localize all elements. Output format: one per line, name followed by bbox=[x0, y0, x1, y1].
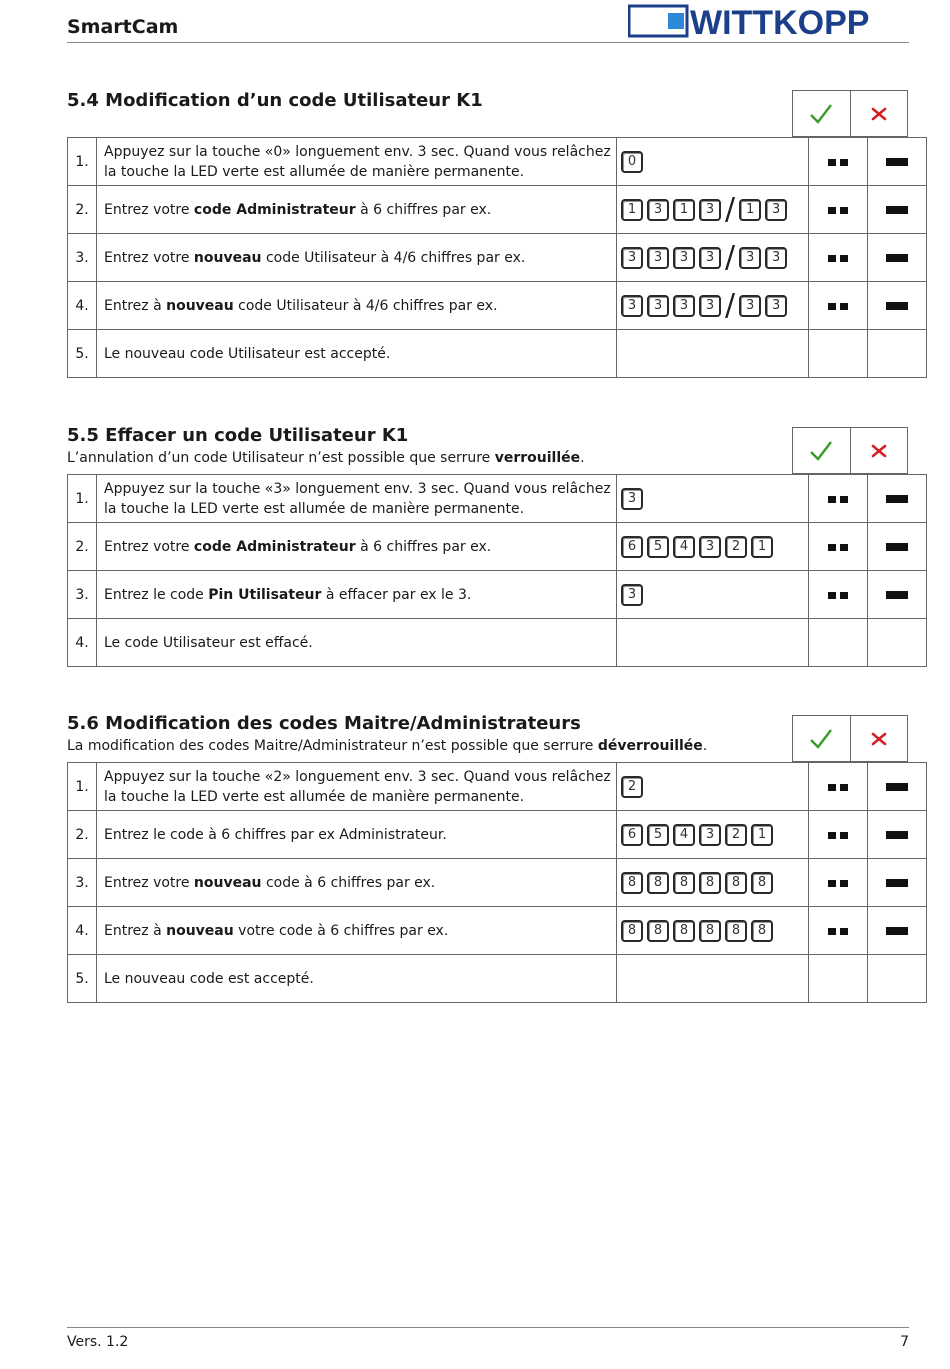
key-sequence bbox=[617, 138, 809, 186]
text-fragment: Entrez votre bbox=[104, 201, 194, 218]
key-sequence bbox=[617, 282, 809, 330]
keypad-key: 8 bbox=[673, 872, 695, 894]
led-error-signal bbox=[868, 619, 927, 667]
step-row bbox=[68, 138, 927, 186]
key-sequence bbox=[617, 523, 809, 571]
led-dot bbox=[828, 880, 836, 887]
status-header bbox=[792, 427, 908, 474]
led-ok-signal bbox=[809, 186, 868, 234]
step-text bbox=[97, 138, 617, 186]
step-number: 3. bbox=[68, 571, 97, 619]
led-error-signal bbox=[868, 186, 927, 234]
keypad-key: 3 bbox=[699, 536, 721, 558]
bold-text: code Administrateur bbox=[193, 538, 356, 555]
section-subtitle bbox=[67, 450, 585, 466]
led-dot bbox=[840, 159, 848, 166]
slash-separator: / bbox=[725, 239, 736, 275]
keypad-key: 6 bbox=[621, 536, 643, 558]
checkmark-icon bbox=[808, 102, 834, 126]
text-fragment: Appuyez sur la touche «0» longuement env. 3 sec. Quand vous relâchez la touche la LED verte est allumée de manière permanente. bbox=[104, 143, 611, 180]
led-ok-signal bbox=[809, 619, 868, 667]
step-number: 1. bbox=[68, 763, 97, 811]
key-sequence bbox=[617, 907, 809, 955]
keypad-key: 5 bbox=[647, 536, 669, 558]
keypad-key: 3 bbox=[699, 824, 721, 846]
text-fragment: Entrez le code à 6 chiffres par ex Administrateur. bbox=[104, 826, 447, 843]
keypad-key: 6 bbox=[621, 824, 643, 846]
led-solid-icon bbox=[886, 831, 908, 839]
led-dot bbox=[828, 832, 836, 839]
footer-rule bbox=[67, 1327, 909, 1328]
keypad-key: 1 bbox=[673, 199, 695, 221]
keypad-key: 3 bbox=[765, 295, 787, 317]
key-sequence bbox=[617, 330, 809, 378]
keypad-row bbox=[621, 920, 808, 942]
led-blink-icon bbox=[828, 880, 848, 887]
led-error-signal bbox=[868, 571, 927, 619]
step-text bbox=[97, 859, 617, 907]
led-error-signal bbox=[868, 955, 927, 1003]
keypad-key: 3 bbox=[621, 584, 643, 606]
step-number: 4. bbox=[68, 282, 97, 330]
led-solid-icon bbox=[886, 206, 908, 214]
keypad-row bbox=[621, 191, 808, 227]
keypad-key: 3 bbox=[739, 247, 761, 269]
keypad-key: 8 bbox=[751, 920, 773, 942]
text-fragment: Entrez le code bbox=[104, 586, 209, 603]
keypad-key: 3 bbox=[699, 199, 721, 221]
keypad-key: 8 bbox=[647, 872, 669, 894]
cross-icon bbox=[869, 104, 889, 124]
led-blink-icon bbox=[828, 592, 848, 599]
led-dot bbox=[828, 255, 836, 262]
led-dot bbox=[840, 784, 848, 791]
led-dot bbox=[828, 592, 836, 599]
led-solid-icon bbox=[886, 927, 908, 935]
led-solid-icon bbox=[886, 158, 908, 166]
led-error-signal bbox=[868, 859, 927, 907]
led-error-signal bbox=[868, 811, 927, 859]
keypad-row bbox=[621, 776, 808, 798]
keypad-key: 1 bbox=[751, 824, 773, 846]
led-blink-icon bbox=[828, 207, 848, 214]
keypad-key: 2 bbox=[725, 824, 747, 846]
text-fragment: à effacer par ex le 3. bbox=[321, 586, 472, 603]
keypad-row bbox=[621, 287, 808, 323]
bold-text: nouveau bbox=[193, 874, 262, 891]
led-error-signal bbox=[868, 330, 927, 378]
key-sequence bbox=[617, 234, 809, 282]
keypad-key: 3 bbox=[673, 247, 695, 269]
led-ok-signal bbox=[809, 571, 868, 619]
led-ok-signal bbox=[809, 234, 868, 282]
led-error-signal bbox=[868, 234, 927, 282]
led-error-signal bbox=[868, 523, 927, 571]
text-fragment: Le nouveau code Utilisateur est accepté. bbox=[104, 345, 391, 362]
status-error-cell bbox=[851, 716, 908, 761]
checkmark-icon bbox=[808, 727, 834, 751]
bold-text: nouveau bbox=[166, 922, 234, 939]
status-ok-cell bbox=[793, 428, 851, 473]
led-ok-signal bbox=[809, 763, 868, 811]
keypad-key: 3 bbox=[647, 199, 669, 221]
led-dot bbox=[840, 928, 848, 935]
keypad-key: 3 bbox=[739, 295, 761, 317]
led-ok-signal bbox=[809, 475, 868, 523]
led-solid-icon bbox=[886, 879, 908, 887]
keypad-row bbox=[621, 824, 808, 846]
text-fragment: Entrez votre bbox=[104, 874, 194, 891]
led-dot bbox=[840, 544, 848, 551]
keypad-key: 1 bbox=[751, 536, 773, 558]
key-sequence bbox=[617, 955, 809, 1003]
checkmark-icon bbox=[808, 439, 834, 463]
keypad-key: 8 bbox=[725, 920, 747, 942]
step-text bbox=[97, 811, 617, 859]
led-dot bbox=[840, 207, 848, 214]
text-fragment: code à 6 chiffres par ex. bbox=[261, 874, 436, 891]
step-number: 2. bbox=[68, 186, 97, 234]
step-number: 4. bbox=[68, 907, 97, 955]
step-text bbox=[97, 907, 617, 955]
status-error-cell bbox=[851, 428, 908, 473]
slash-separator: / bbox=[725, 191, 736, 227]
led-blink-icon bbox=[828, 159, 848, 166]
bold-text: Pin Utilisateur bbox=[208, 586, 322, 603]
keypad-key: 3 bbox=[621, 488, 643, 510]
step-text bbox=[97, 763, 617, 811]
keypad-key: 8 bbox=[699, 872, 721, 894]
keypad-row bbox=[621, 872, 808, 894]
keypad-key: 5 bbox=[647, 824, 669, 846]
brand-title: SmartCam bbox=[67, 16, 179, 38]
section-title: 5.5 Effacer un code Utilisateur K1 bbox=[67, 425, 409, 446]
step-number: 2. bbox=[68, 523, 97, 571]
led-dot bbox=[840, 303, 848, 310]
step-row bbox=[68, 955, 927, 1003]
section-title: 5.6 Modification des codes Maitre/Administrateurs bbox=[67, 713, 581, 734]
bold-text: nouveau bbox=[193, 249, 262, 266]
led-ok-signal bbox=[809, 330, 868, 378]
key-sequence bbox=[617, 186, 809, 234]
step-row bbox=[68, 763, 927, 811]
keypad-key: 4 bbox=[673, 824, 695, 846]
led-dot bbox=[828, 303, 836, 310]
slash-separator: / bbox=[725, 287, 736, 323]
step-text bbox=[97, 523, 617, 571]
led-error-signal bbox=[868, 907, 927, 955]
step-text bbox=[97, 475, 617, 523]
key-sequence bbox=[617, 571, 809, 619]
led-dot bbox=[828, 207, 836, 214]
text-fragment: Entrez à bbox=[104, 922, 167, 939]
section-subtitle bbox=[67, 738, 707, 754]
step-row bbox=[68, 282, 927, 330]
text-fragment: Appuyez sur la touche «3» longuement env. 3 sec. Quand vous relâchez la touche la LED verte est allumée de manière permanente. bbox=[104, 480, 611, 517]
steps-table bbox=[67, 137, 927, 378]
step-row bbox=[68, 619, 927, 667]
led-dot bbox=[840, 592, 848, 599]
keypad-key: 3 bbox=[647, 247, 669, 269]
keypad-key: 3 bbox=[699, 295, 721, 317]
keypad-row bbox=[621, 239, 808, 275]
text-fragment: . bbox=[702, 738, 708, 754]
text-fragment: Entrez votre bbox=[104, 538, 194, 555]
text-fragment: votre code à 6 chiffres par ex. bbox=[233, 922, 449, 939]
led-error-signal bbox=[868, 475, 927, 523]
key-sequence bbox=[617, 619, 809, 667]
status-ok-cell bbox=[793, 91, 851, 136]
keypad-key: 8 bbox=[647, 920, 669, 942]
led-dot bbox=[828, 544, 836, 551]
status-ok-cell bbox=[793, 716, 851, 761]
led-dot bbox=[840, 255, 848, 262]
section-title: 5.4 Modification d’un code Utilisateur K1 bbox=[67, 90, 483, 111]
step-text bbox=[97, 234, 617, 282]
keypad-key: 3 bbox=[647, 295, 669, 317]
led-blink-icon bbox=[828, 303, 848, 310]
keypad-key: 4 bbox=[673, 536, 695, 558]
text-fragment: à 6 chiffres par ex. bbox=[355, 538, 492, 555]
bold-text: verrouillée bbox=[494, 450, 581, 466]
keypad-key: 8 bbox=[725, 872, 747, 894]
cross-icon bbox=[869, 441, 889, 461]
text-fragment: Le nouveau code est accepté. bbox=[104, 970, 314, 987]
step-number: 3. bbox=[68, 859, 97, 907]
led-solid-icon bbox=[886, 591, 908, 599]
led-dot bbox=[828, 496, 836, 503]
led-ok-signal bbox=[809, 811, 868, 859]
led-solid-icon bbox=[886, 254, 908, 262]
key-sequence bbox=[617, 763, 809, 811]
step-row bbox=[68, 475, 927, 523]
step-text bbox=[97, 955, 617, 1003]
steps-table bbox=[67, 762, 927, 1003]
led-solid-icon bbox=[886, 783, 908, 791]
led-blink-icon bbox=[828, 784, 848, 791]
wittkopp-logo bbox=[628, 4, 910, 38]
logo-text: WITTKOPP bbox=[690, 4, 870, 38]
step-number: 1. bbox=[68, 475, 97, 523]
step-text bbox=[97, 282, 617, 330]
text-fragment: code Utilisateur à 4/6 chiffres par ex. bbox=[261, 249, 526, 266]
text-fragment: Appuyez sur la touche «2» longuement env. 3 sec. Quand vous relâchez la touche la LED verte est allumée de manière permanente. bbox=[104, 768, 611, 805]
status-header bbox=[792, 90, 908, 137]
led-ok-signal bbox=[809, 907, 868, 955]
keypad-key: 2 bbox=[621, 776, 643, 798]
step-row bbox=[68, 234, 927, 282]
key-sequence bbox=[617, 859, 809, 907]
bold-text: déverrouillée bbox=[597, 738, 703, 754]
keypad-row bbox=[621, 151, 808, 173]
led-dot bbox=[840, 880, 848, 887]
text-fragment: Entrez à bbox=[104, 297, 167, 314]
step-number: 5. bbox=[68, 330, 97, 378]
text-fragment: . bbox=[580, 450, 585, 466]
step-text bbox=[97, 571, 617, 619]
led-blink-icon bbox=[828, 496, 848, 503]
keypad-key: 0 bbox=[621, 151, 643, 173]
step-row bbox=[68, 859, 927, 907]
led-error-signal bbox=[868, 282, 927, 330]
step-number: 4. bbox=[68, 619, 97, 667]
step-row bbox=[68, 523, 927, 571]
step-row bbox=[68, 571, 927, 619]
led-dot bbox=[828, 159, 836, 166]
led-dot bbox=[840, 832, 848, 839]
key-sequence bbox=[617, 475, 809, 523]
step-text bbox=[97, 330, 617, 378]
step-number: 3. bbox=[68, 234, 97, 282]
page-number: 7 bbox=[900, 1334, 909, 1350]
led-solid-icon bbox=[886, 302, 908, 310]
led-dot bbox=[828, 928, 836, 935]
step-number: 5. bbox=[68, 955, 97, 1003]
keypad-key: 8 bbox=[621, 920, 643, 942]
keypad-key: 3 bbox=[673, 295, 695, 317]
led-dot bbox=[840, 496, 848, 503]
led-blink-icon bbox=[828, 928, 848, 935]
bold-text: code Administrateur bbox=[193, 201, 356, 218]
text-fragment: La modification des codes Maitre/Administrateur n’est possible que serrure bbox=[67, 738, 598, 754]
step-number: 2. bbox=[68, 811, 97, 859]
keypad-row bbox=[621, 488, 808, 510]
text-fragment: Entrez votre bbox=[104, 249, 194, 266]
led-dot bbox=[828, 784, 836, 791]
keypad-key: 3 bbox=[765, 199, 787, 221]
step-row bbox=[68, 186, 927, 234]
keypad-key: 1 bbox=[621, 199, 643, 221]
keypad-key: 8 bbox=[699, 920, 721, 942]
keypad-key: 1 bbox=[739, 199, 761, 221]
text-fragment: Le code Utilisateur est effacé. bbox=[104, 634, 313, 651]
keypad-key: 3 bbox=[699, 247, 721, 269]
keypad-key: 8 bbox=[673, 920, 695, 942]
text-fragment: L’annulation d’un code Utilisateur n’est possible que serrure bbox=[67, 450, 495, 466]
cross-icon bbox=[869, 729, 889, 749]
status-error-cell bbox=[851, 91, 908, 136]
led-ok-signal bbox=[809, 282, 868, 330]
version-label: Vers. 1.2 bbox=[67, 1334, 129, 1350]
key-sequence bbox=[617, 811, 809, 859]
step-row bbox=[68, 330, 927, 378]
status-header bbox=[792, 715, 908, 762]
keypad-key: 3 bbox=[621, 247, 643, 269]
led-blink-icon bbox=[828, 544, 848, 551]
keypad-row bbox=[621, 584, 808, 606]
header-rule bbox=[67, 42, 909, 43]
led-blink-icon bbox=[828, 255, 848, 262]
step-row bbox=[68, 811, 927, 859]
step-row bbox=[68, 907, 927, 955]
led-blink-icon bbox=[828, 832, 848, 839]
keypad-key: 3 bbox=[765, 247, 787, 269]
led-ok-signal bbox=[809, 859, 868, 907]
led-error-signal bbox=[868, 138, 927, 186]
step-text bbox=[97, 619, 617, 667]
keypad-key: 2 bbox=[725, 536, 747, 558]
led-ok-signal bbox=[809, 138, 868, 186]
led-ok-signal bbox=[809, 523, 868, 571]
keypad-row bbox=[621, 536, 808, 558]
keypad-key: 3 bbox=[621, 295, 643, 317]
text-fragment: à 6 chiffres par ex. bbox=[355, 201, 492, 218]
led-solid-icon bbox=[886, 543, 908, 551]
text-fragment: code Utilisateur à 4/6 chiffres par ex. bbox=[233, 297, 498, 314]
bold-text: nouveau bbox=[166, 297, 234, 314]
keypad-key: 8 bbox=[621, 872, 643, 894]
led-ok-signal bbox=[809, 955, 868, 1003]
steps-table bbox=[67, 474, 927, 667]
step-text bbox=[97, 186, 617, 234]
step-number: 1. bbox=[68, 138, 97, 186]
led-error-signal bbox=[868, 763, 927, 811]
led-solid-icon bbox=[886, 495, 908, 503]
keypad-key: 8 bbox=[751, 872, 773, 894]
